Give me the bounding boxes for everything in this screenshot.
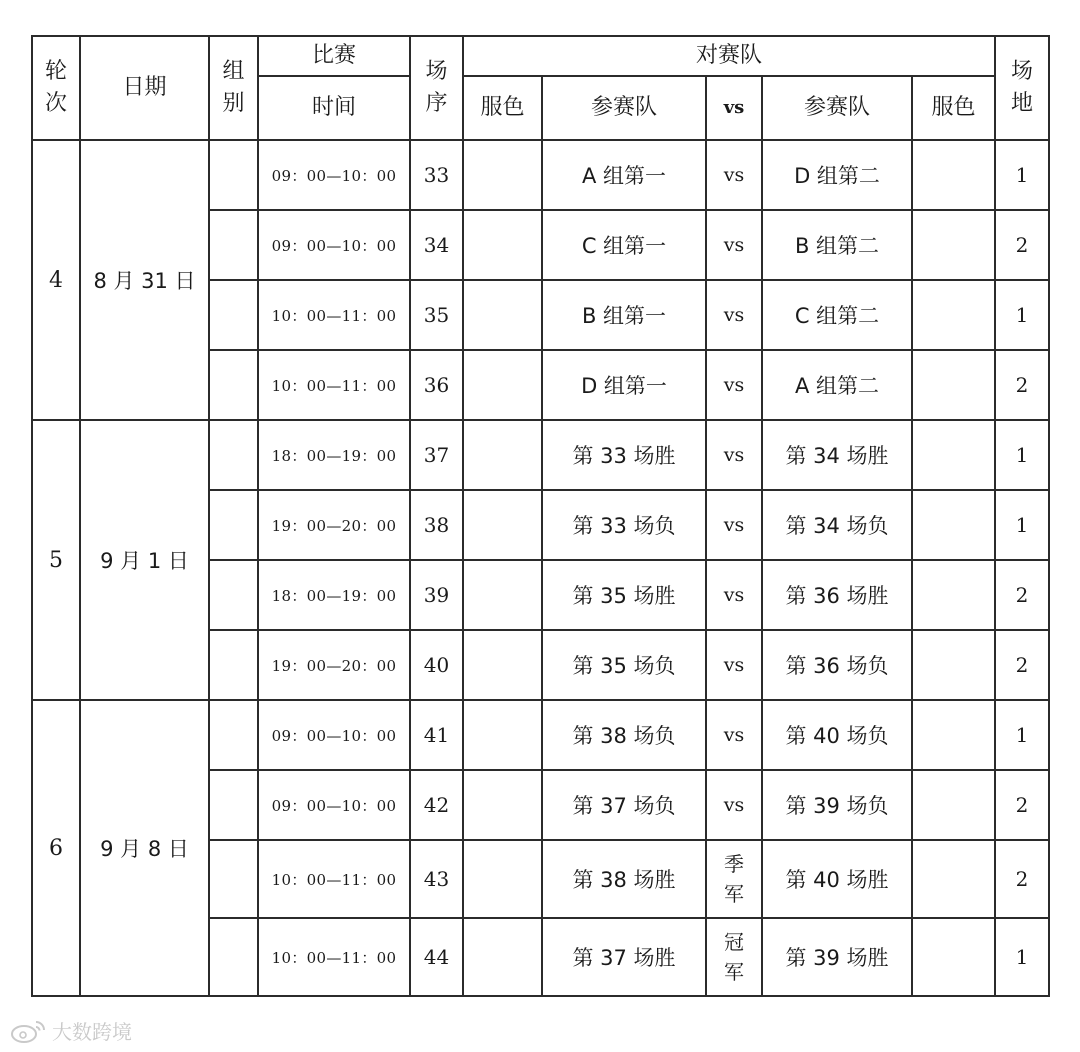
- venue-cell: 1: [995, 700, 1049, 770]
- round-number-cell: 5: [32, 420, 80, 700]
- venue-cell: 1: [995, 140, 1049, 210]
- group-cell: [209, 630, 258, 700]
- header-group: 组 别: [209, 36, 258, 140]
- match-seq-cell: 39: [410, 560, 463, 630]
- group-cell: [209, 560, 258, 630]
- jersey-1-cell: [463, 840, 542, 918]
- jersey-2-cell: [912, 350, 995, 420]
- match-time-cell: 09：00—10：00: [258, 700, 410, 770]
- team-2-cell: B 组第二: [762, 210, 912, 280]
- watermark: [10, 1016, 132, 1045]
- header-jersey-1: 服色: [463, 76, 542, 140]
- group-cell: [209, 420, 258, 490]
- venue-cell: 1: [995, 420, 1049, 490]
- header-vs: vs: [706, 76, 762, 140]
- match-seq-cell: 33: [410, 140, 463, 210]
- jersey-2-cell: [912, 918, 995, 996]
- watermark-text: 大数跨境: [52, 1020, 132, 1044]
- group-cell: [209, 918, 258, 996]
- match-time-cell: 10：00—11：00: [258, 280, 410, 350]
- team-1-cell: A 组第一: [542, 140, 706, 210]
- venue-cell: 1: [995, 490, 1049, 560]
- venue-cell: 2: [995, 350, 1049, 420]
- team-2-cell: 第 39 场胜: [762, 918, 912, 996]
- match-time-cell: 18：00—19：00: [258, 420, 410, 490]
- header-venue: 场 地: [995, 36, 1049, 140]
- jersey-2-cell: [912, 280, 995, 350]
- vs-cell: vs: [706, 140, 762, 210]
- match-time-cell: 09：00—10：00: [258, 210, 410, 280]
- team-2-cell: 第 34 场胜: [762, 420, 912, 490]
- team-1-cell: 第 38 场负: [542, 700, 706, 770]
- venue-cell: 2: [995, 560, 1049, 630]
- match-time-cell: 19：00—20：00: [258, 490, 410, 560]
- match-time-cell: 10：00—11：00: [258, 350, 410, 420]
- vs-cell: vs: [706, 630, 762, 700]
- jersey-1-cell: [463, 630, 542, 700]
- date-cell: 9 月 1 日: [80, 420, 209, 700]
- vs-cell: vs: [706, 420, 762, 490]
- match-seq-cell: 38: [410, 490, 463, 560]
- vs-cell: 季 军: [706, 840, 762, 918]
- header-opponents: 对赛队: [463, 36, 995, 76]
- group-cell: [209, 350, 258, 420]
- jersey-2-cell: [912, 770, 995, 840]
- match-seq-cell: 37: [410, 420, 463, 490]
- jersey-2-cell: [912, 420, 995, 490]
- header-date: 日期: [80, 36, 209, 140]
- jersey-1-cell: [463, 420, 542, 490]
- team-2-cell: 第 40 场胜: [762, 840, 912, 918]
- table-body: [32, 140, 1049, 996]
- venue-cell: 2: [995, 630, 1049, 700]
- team-2-cell: 第 34 场负: [762, 490, 912, 560]
- team-1-cell: 第 35 场负: [542, 630, 706, 700]
- jersey-1-cell: [463, 918, 542, 996]
- jersey-1-cell: [463, 700, 542, 770]
- jersey-2-cell: [912, 140, 995, 210]
- match-seq-cell: 34: [410, 210, 463, 280]
- match-time-cell: 19：00—20：00: [258, 630, 410, 700]
- jersey-1-cell: [463, 770, 542, 840]
- vs-cell: vs: [706, 770, 762, 840]
- table-row: [32, 140, 1049, 210]
- group-cell: [209, 140, 258, 210]
- jersey-2-cell: [912, 490, 995, 560]
- header-team-1: 参赛队: [542, 76, 706, 140]
- team-2-cell: 第 36 场负: [762, 630, 912, 700]
- date-cell: 8 月 31 日: [80, 140, 209, 420]
- group-cell: [209, 490, 258, 560]
- jersey-2-cell: [912, 210, 995, 280]
- match-seq-cell: 42: [410, 770, 463, 840]
- match-time-cell: 18：00—19：00: [258, 560, 410, 630]
- match-seq-cell: 40: [410, 630, 463, 700]
- team-1-cell: B 组第一: [542, 280, 706, 350]
- match-seq-cell: 36: [410, 350, 463, 420]
- team-2-cell: 第 40 场负: [762, 700, 912, 770]
- vs-cell: vs: [706, 490, 762, 560]
- match-seq-cell: 41: [410, 700, 463, 770]
- team-2-cell: 第 36 场胜: [762, 560, 912, 630]
- team-2-cell: A 组第二: [762, 350, 912, 420]
- jersey-1-cell: [463, 280, 542, 350]
- vs-cell: vs: [706, 350, 762, 420]
- group-cell: [209, 210, 258, 280]
- team-2-cell: D 组第二: [762, 140, 912, 210]
- venue-cell: 2: [995, 770, 1049, 840]
- vs-cell: 冠 军: [706, 918, 762, 996]
- table-header: [32, 36, 1049, 140]
- jersey-1-cell: [463, 490, 542, 560]
- match-seq-cell: 35: [410, 280, 463, 350]
- table-row: [32, 700, 1049, 770]
- team-2-cell: 第 39 场负: [762, 770, 912, 840]
- match-time-cell: 09：00—10：00: [258, 140, 410, 210]
- jersey-1-cell: [463, 210, 542, 280]
- header-team-2: 参赛队: [762, 76, 912, 140]
- vs-cell: vs: [706, 700, 762, 770]
- header-match-time-bottom: 时间: [258, 76, 410, 140]
- group-cell: [209, 770, 258, 840]
- team-1-cell: 第 35 场胜: [542, 560, 706, 630]
- venue-cell: 1: [995, 918, 1049, 996]
- vs-cell: vs: [706, 560, 762, 630]
- team-2-cell: C 组第二: [762, 280, 912, 350]
- group-cell: [209, 700, 258, 770]
- table-row: [32, 420, 1049, 490]
- team-1-cell: 第 37 场胜: [542, 918, 706, 996]
- match-time-cell: 10：00—11：00: [258, 918, 410, 996]
- header-match-time-top: 比赛: [258, 36, 410, 76]
- match-time-cell: 09：00—10：00: [258, 770, 410, 840]
- match-seq-cell: 44: [410, 918, 463, 996]
- jersey-2-cell: [912, 560, 995, 630]
- vs-cell: vs: [706, 210, 762, 280]
- team-1-cell: 第 33 场胜: [542, 420, 706, 490]
- group-cell: [209, 280, 258, 350]
- team-1-cell: D 组第一: [542, 350, 706, 420]
- team-1-cell: C 组第一: [542, 210, 706, 280]
- jersey-1-cell: [463, 350, 542, 420]
- jersey-2-cell: [912, 700, 995, 770]
- match-schedule-table: [31, 35, 1050, 997]
- venue-cell: 1: [995, 280, 1049, 350]
- match-time-cell: 10：00—11：00: [258, 840, 410, 918]
- weibo-logo-icon: [10, 1018, 48, 1044]
- match-seq-cell: 43: [410, 840, 463, 918]
- venue-cell: 2: [995, 210, 1049, 280]
- team-1-cell: 第 37 场负: [542, 770, 706, 840]
- team-1-cell: 第 38 场胜: [542, 840, 706, 918]
- date-cell: 9 月 8 日: [80, 700, 209, 996]
- vs-cell: vs: [706, 280, 762, 350]
- jersey-1-cell: [463, 140, 542, 210]
- jersey-1-cell: [463, 560, 542, 630]
- team-1-cell: 第 33 场负: [542, 490, 706, 560]
- jersey-2-cell: [912, 840, 995, 918]
- round-number-cell: 4: [32, 140, 80, 420]
- header-seq: 场 序: [410, 36, 463, 140]
- venue-cell: 2: [995, 840, 1049, 918]
- group-cell: [209, 840, 258, 918]
- jersey-2-cell: [912, 630, 995, 700]
- header-round: 轮 次: [32, 36, 80, 140]
- header-jersey-2: 服色: [912, 76, 995, 140]
- round-number-cell: 6: [32, 700, 80, 996]
